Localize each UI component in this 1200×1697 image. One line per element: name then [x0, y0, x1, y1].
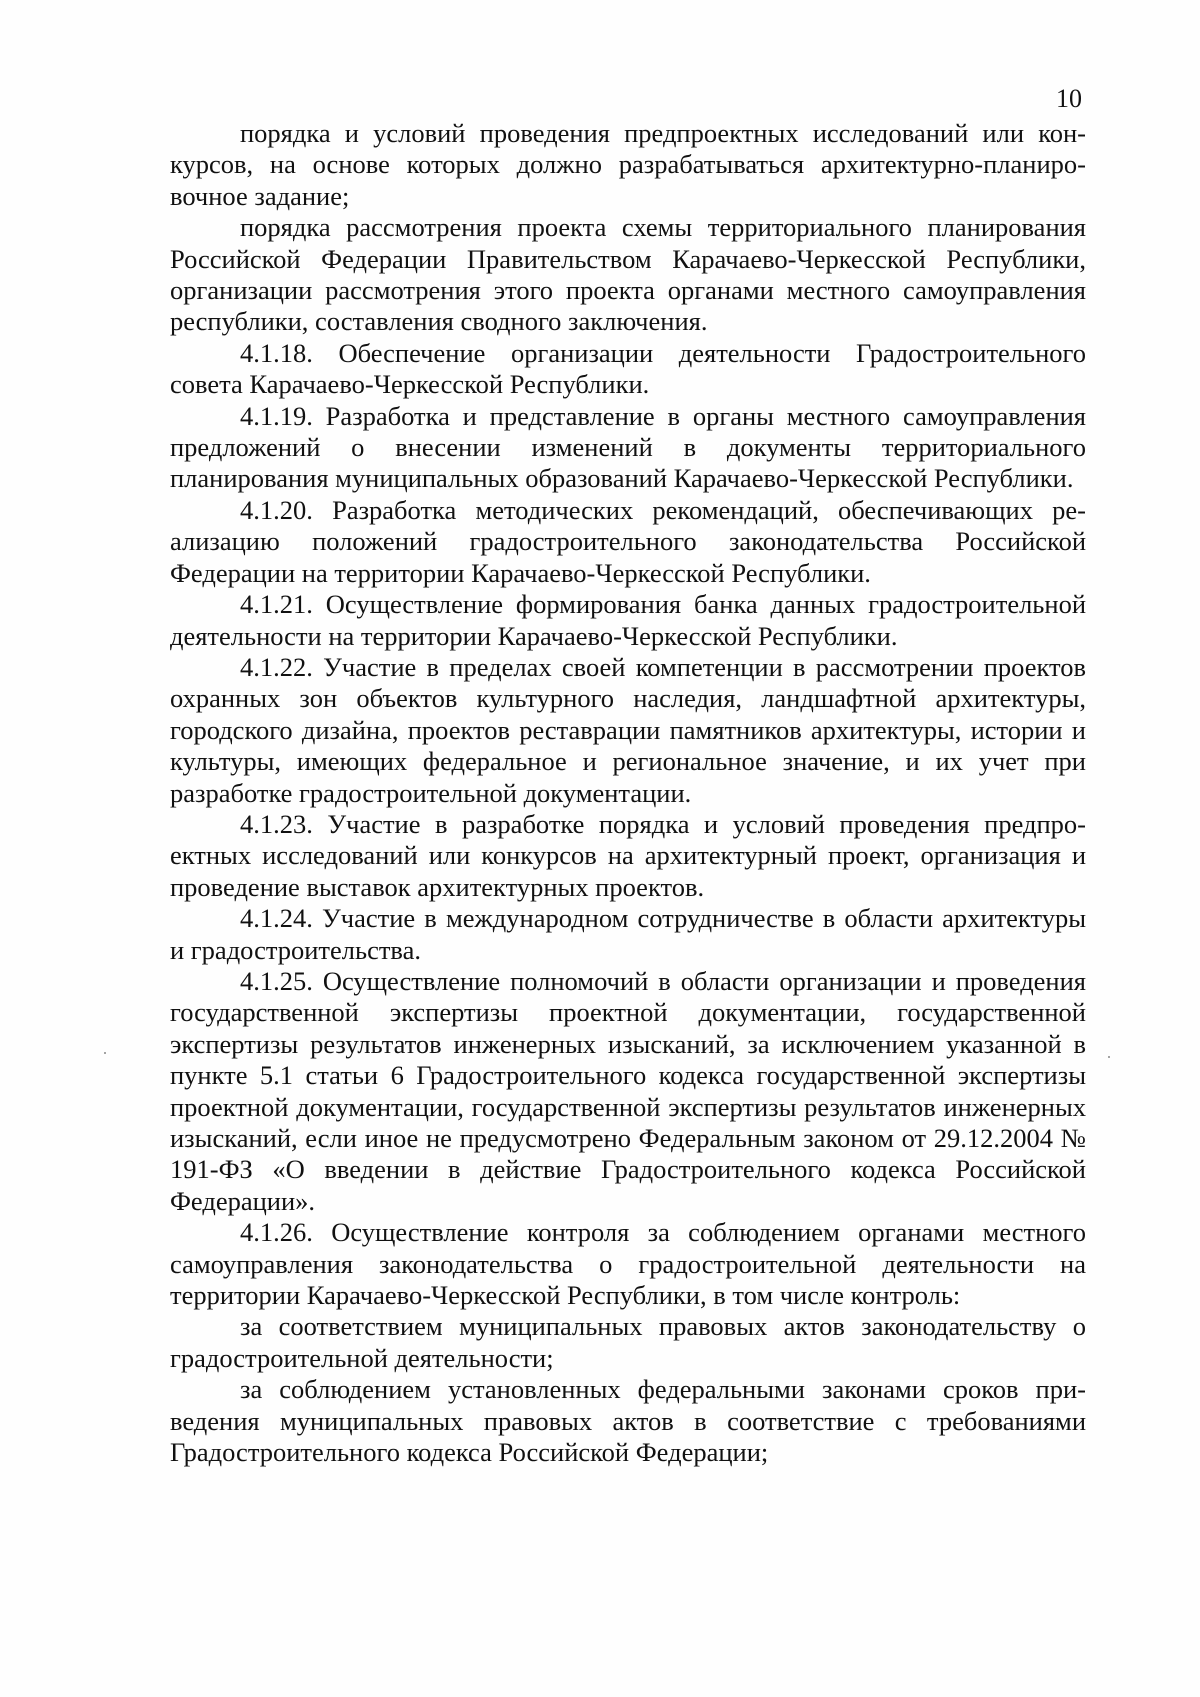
paragraph: за соответствием муниципальных правовых актов законодательству о градостроительной деятельности;: [170, 1311, 1086, 1373]
paragraph: 4.1.26. Осуществление контроля за соблюдением органами местного самоуправления законодательства о градостроительной деятельности на территории Карачаево-Черкесской Республики, в том числе контроль:: [170, 1217, 1086, 1311]
paragraph: 4.1.23. Участие в разработке порядка и условий проведения предпроектных исследований или конкурсов на архитектурный проект, организация и проведение выставок архитектурных проектов.: [170, 808, 1086, 902]
paragraph: 4.1.24. Участие в международном сотрудничестве в области архитектуры и градостроительства.: [170, 903, 1086, 965]
paragraph: 4.1.21. Осуществление формирования банка данных градостроительной деятельности на территории Карачаево-Черкесской Республики.: [170, 589, 1086, 651]
paragraph: 4.1.25. Осуществление полномочий в области организации и проведения государственной экспертизы проектной документации, государственной экспертизы результатов инженерных изысканий, за исключением указанной в пункте 5.1 статьи 6 Градостроительного кодекса государственной экспертизы проектной документации, государственной экспертизы результатов инженерных изысканий, если иное не предусмотрено Федеральным законом от 29.12.2004 № 191-ФЗ «О введении в действие Градостроительного кодекса Российской Федерации».: [170, 965, 1086, 1216]
body-text: [170, 118, 1086, 1468]
paragraph: 4.1.18. Обеспечение организации деятельности Градостроительного совета Карачаево-Черкесской Республики.: [170, 337, 1086, 400]
scan-speck: [1108, 1056, 1110, 1058]
paragraph: 4.1.19. Разработка и представление в органы местного самоуправления предложений о внесении изменений в документы территориального планирования муниципальных образований Карачаево-Черкесской Республики.: [170, 400, 1086, 494]
paragraph: порядка и условий проведения предпроектных исследований или конкурсов, на основе которых должно разрабатываться архитектурно-планировочное задание;: [170, 118, 1086, 211]
paragraph: 4.1.22. Участие в пределах своей компетенции в рассмотрении проектов охранных зон объектов культурного наследия, ландшафтной архитектуры, городского дизайна, проектов реставрации памятников архитектуры, истории и культуры, имеющих федеральное и региональное значение, и их учет при разработке градостроительной документации.: [170, 651, 1086, 808]
paragraph: порядка рассмотрения проекта схемы территориального планирования Российской Федерации Правительством Карачаево-Черкесской Республики, организации рассмотрения этого проекта органами местного самоуправления республики, составления сводного заключения.: [170, 212, 1086, 337]
page-number: 10: [1056, 84, 1082, 113]
paragraph: 4.1.20. Разработка методических рекомендаций, обеспечивающих реализацию положений градостроительного законодательства Российской Федерации на территории Карачаево-Черкесской Республики.: [170, 494, 1086, 588]
paragraph: за соблюдением установленных федеральными законами сроков приведения муниципальных правовых актов в соответствие с требованиями Градостроительного кодекса Российской Федерации;: [170, 1374, 1086, 1468]
scan-speck: [104, 1052, 106, 1054]
